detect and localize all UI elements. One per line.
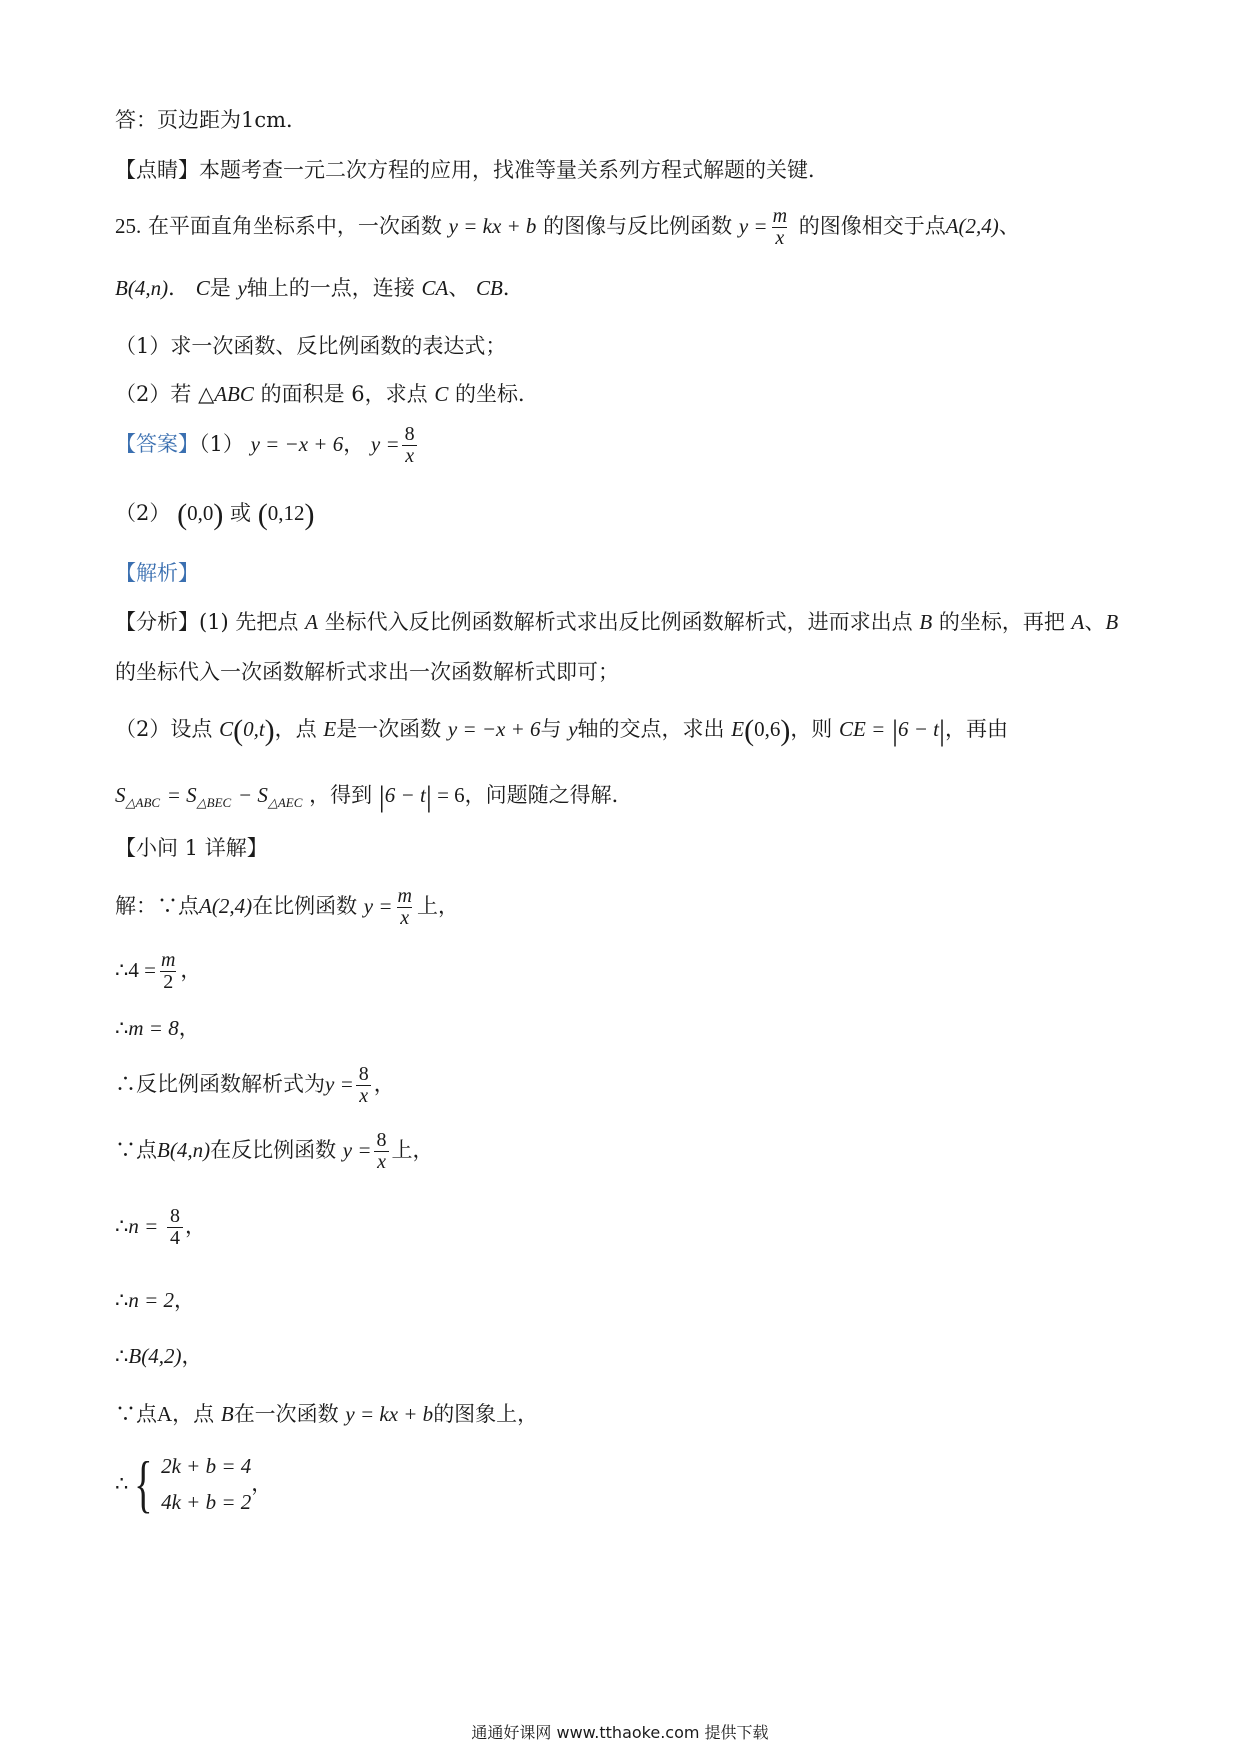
triangle-icon: △	[267, 795, 278, 810]
solution-line-6: ∴n = $\frac{8}{4}$ ，	[115, 1205, 206, 1249]
xiaowen-tag: 【小问 1 详解】	[115, 836, 268, 860]
analysis-line-1: 【分析】(1) 先把点 A 坐标代入反比例函数解析式求出反比例函数解析式，进而求出点 B 的坐标，再把 A、B	[115, 610, 1119, 634]
question-line-1: 25. 在平面直角坐标系中，一次函数 y = kx + b 的图像与反比例函数 y = $\frac{m}{x}$ 的图像相交于点A(2,4)、	[115, 205, 1020, 249]
solution-line-2: ∴4 = $\frac{m}{2}$ ，	[115, 949, 202, 993]
solution-line-7: ∴n = 2，	[115, 1288, 196, 1312]
answer-line-2: （2） (0,0) 或 (0,12)	[115, 498, 315, 531]
answer-line-1: 【答案】（1） y = −x + 6， y = $\frac{8}{x}$	[115, 424, 420, 467]
page-footer: 通通好课网 www.tthaoke.com 提供下载	[471, 1723, 769, 1742]
solution-line-10: ∴ { 2k + b = 4 4k + b = 2 ，	[115, 1448, 273, 1519]
triangle-icon: △	[125, 795, 136, 810]
analysis-line-2: 的坐标代入一次函数解析式求出一次函数解析式即可；	[115, 660, 619, 684]
left-brace-icon: {	[134, 1448, 153, 1519]
solution-line-8: ∴B(4,2)，	[115, 1344, 203, 1368]
fraction-8-over-x: $\frac{8}{x}$	[402, 424, 418, 467]
question-line-2: B(4,n)． C是 y轴上的一点，连接 CA、 CB．	[115, 276, 524, 300]
solution-line-9: ∵点A，点 B在一次函数 y = kx + b的图象上，	[115, 1402, 539, 1426]
analysis-line-4: $S_{\triangle ABC} = S_{\triangle BEC} - S_{\triangle AEC}$ ，得到 |6 − t| = 6，问题随之得解．	[115, 780, 633, 813]
previous-answer: 答：页边距为1cm．	[115, 108, 308, 132]
fraction-m-over-x: $\frac{m}{x}$	[772, 205, 788, 249]
triangle-icon: △	[198, 382, 215, 406]
dianjing-line: 【点睛】本题考查一元二次方程的应用，找准等量关系列方程式解题的关键．	[115, 158, 829, 182]
solution-line-5: ∵点B(4,n)在反比例函数 y = $\frac{8}{x}$ 上，	[115, 1129, 434, 1173]
analysis-line-3: （2）设点 C(0,t)，点 E是一次函数 y = −x + 6与 y轴的交点，求出 E(0,6)，则 CE = |6 − t|，再由	[115, 714, 1008, 747]
jiexi-tag: 【解析】	[115, 561, 199, 585]
solution-line-1: 解：∵点A(2,4)在比例函数 y = $\frac{m}{x}$ 上，	[115, 885, 459, 929]
equation-system: { 2k + b = 4 4k + b = 2	[134, 1448, 252, 1519]
sub-question-2: （2）若 △ABC 的面积是 6，求点 C 的坐标．	[115, 382, 540, 406]
sub-question-1: （1）求一次函数、反比例函数的表达式；	[115, 334, 507, 358]
solution-line-3: ∴m = 8，	[115, 1016, 200, 1040]
solution-line-4: ∴反比例函数解析式为y = $\frac{8}{x}$ ，	[115, 1063, 395, 1107]
triangle-icon: △	[196, 795, 207, 810]
